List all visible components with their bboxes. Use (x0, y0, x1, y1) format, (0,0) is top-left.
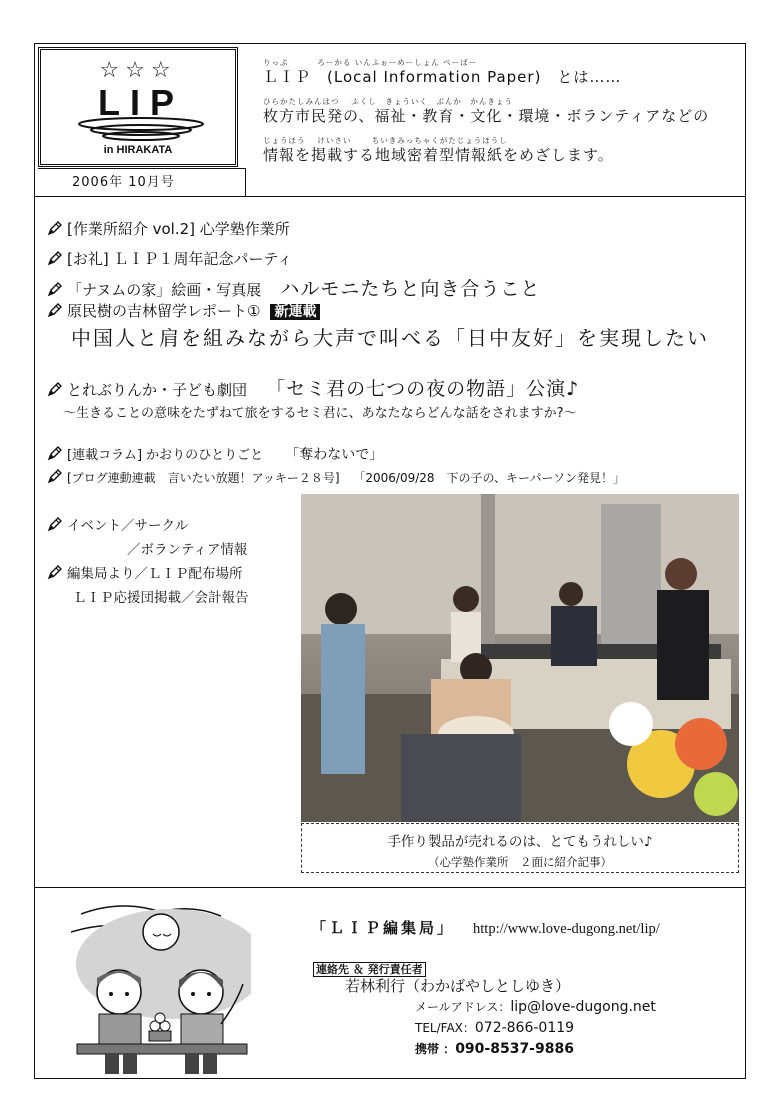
side-item-4: ＬＩＰ応援団掲載／会計報告 (73, 590, 249, 606)
side-item-3: 編集局より／ＬＩＰ配布場所 (47, 562, 249, 586)
intro-ruby-1: りっぷ ろーかる いんふぉーめーしょん ぺーぱー (263, 58, 478, 67)
contact-tel-row: TEL/FAX：072-866-0119 (415, 1020, 575, 1036)
content-item-5-lead: ～生きることの意味をたずねて旅をするセミ君に、あなたならどんな話をされますか?～ (63, 406, 577, 421)
logo (38, 47, 238, 167)
intro-line-3: 情報を掲載する地域密着型情報紙をめざします。 (263, 146, 614, 164)
intro-ruby-2: ひらかたしみんはつ ふくし きょういく ぶんか かんきょう (263, 97, 513, 106)
content-item-3: 「ナヌムの家」絵画・写真展 ハルモニたちと向き合うこと (47, 274, 540, 301)
office-name: 「ＬＩＰ編集局」 (311, 920, 456, 937)
contact-person: 若林利行（わかばやしとしゆき） (345, 977, 571, 995)
issue-date: 2006年 10月号 (38, 168, 246, 196)
intro-ruby-3: じょうほう けいさい ちいきみっちゃくがたじょうほうし (263, 136, 508, 145)
office-url[interactable]: http://www.love-dugong.net/lip/ (473, 921, 660, 937)
pen-icon (47, 564, 63, 580)
side-item-1: イベント／サークル (47, 514, 249, 538)
new-series-badge: 新連載 (270, 304, 320, 320)
side-item-2: ／ボランティア情報 (127, 542, 248, 558)
pen-icon (47, 381, 63, 397)
pen-icon (47, 220, 63, 236)
pen-icon (47, 281, 63, 297)
pen-icon (47, 445, 63, 461)
contact-block (345, 976, 656, 1059)
content-item-1: [作業所紹介 vol.2] 心学塾作業所 (47, 218, 290, 239)
side-list (47, 514, 249, 610)
contact-label: 連絡先 ＆ 発行責任者 (313, 962, 426, 977)
children-moon-illustration-icon (71, 894, 251, 1076)
logo-subtitle: in HIRAKATA (103, 144, 173, 156)
contact-mail-row: メールアドレス：lip@love-dugong.net (415, 999, 656, 1015)
contact-mobile-row: 携帯 ：090-8537-9886 (415, 1041, 574, 1057)
pen-icon (47, 302, 63, 318)
content-item-2: [お礼] ＬＩＰ１周年記念パーティ (47, 248, 292, 269)
intro (263, 58, 743, 175)
photo-caption (301, 823, 739, 873)
content-item-4-title: 中国人と肩を組みながら大声で叫べる「日中友好」を実現したい (71, 326, 709, 350)
photo-caption-sub: （心学塾作業所 ２面に紹介記事） (428, 855, 612, 869)
editorial-office (311, 917, 660, 938)
content-item-5: とれぶりんか・子ども劇団 「セミ君の七つの夜の物語」公演♪ (47, 374, 579, 401)
pen-icon (47, 468, 63, 484)
pen-icon (47, 516, 63, 532)
intro-line-2: 枚方市民発の、福祉・教育・文化・環境・ボランティアなどの (263, 107, 710, 125)
content-item-4: 原民樹の吉林留学レポート① 新連載 (47, 300, 320, 321)
pen-icon (47, 250, 63, 266)
logo-stars: ☆☆☆ (99, 58, 177, 83)
intro-line-1: ＬＩＰ (Local Information Paper) とは…… (263, 68, 622, 86)
market-photo (301, 494, 739, 822)
photo-caption-text: 手作り製品が売れるのは、とてもうれしい♪ (387, 834, 653, 850)
logo-title: LIP (97, 82, 184, 123)
contact-tel: 072-866-0119 (474, 1020, 575, 1036)
content-item-7: [ブログ連動連載 言いたい放題！アッキー２８号] 「2006/09/28 下の子の、キーパーソン発見！」 (47, 468, 625, 486)
contact-mail[interactable]: lip@love-dugong.net (510, 999, 656, 1015)
content-item-6: [連載コラム] かおりのひとりごと 「奪わないで」 (47, 444, 383, 464)
newsletter-page (34, 43, 746, 1079)
header-divider (35, 196, 745, 197)
contact-mobile: 090-8537-9886 (455, 1041, 574, 1057)
footer-divider (35, 887, 745, 888)
